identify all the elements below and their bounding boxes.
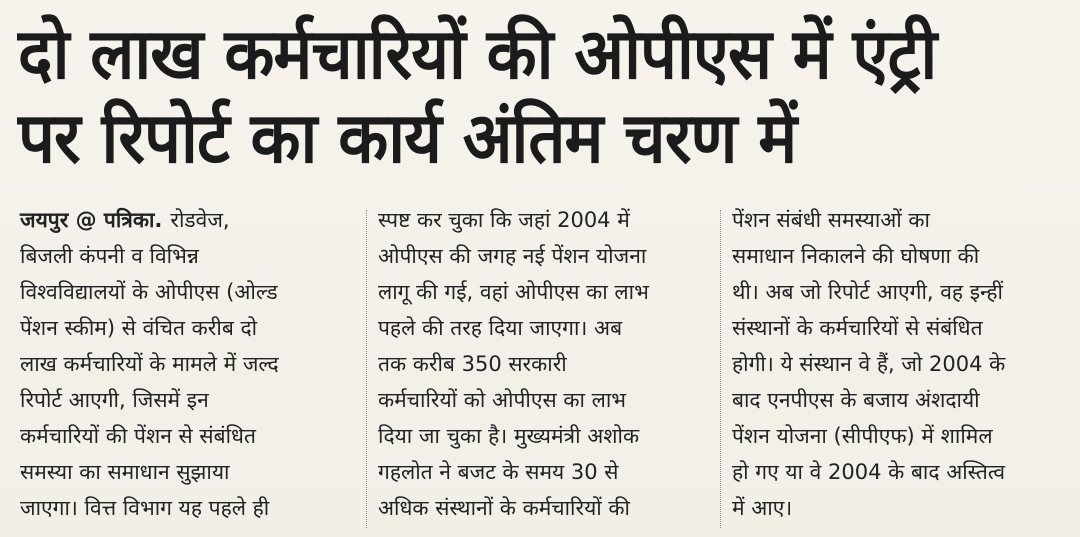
column-1-line-4: पेंशन स्कीम) से वंचित करीब दो bbox=[20, 316, 258, 340]
column-1-line-7: कर्मचारियों की पेंशन से संबंधित bbox=[20, 424, 256, 448]
column-3-line-6: बाद एनपीएस के बजाय अंशदायी bbox=[732, 388, 980, 412]
article-column-1 bbox=[20, 202, 350, 526]
headline bbox=[18, 12, 1068, 180]
column-2-line-1: स्पष्ट कर चुका कि जहां 2004 में bbox=[378, 208, 630, 232]
column-1-line-6: रिपोर्ट आएगी, जिसमें इन bbox=[20, 388, 209, 412]
column-1-line-1-text: रोडवेज, bbox=[170, 208, 230, 232]
article-body bbox=[20, 202, 1065, 532]
column-2-line-2: ओपीएस की जगह नई पेंशन योजना bbox=[378, 244, 647, 268]
article-column-2 bbox=[378, 202, 708, 526]
column-1-line-1 bbox=[20, 202, 350, 238]
column-2-line-8: गहलोत ने बजट के समय 30 से bbox=[378, 460, 619, 484]
column-1-line-8: समस्या का समाधान सुझाया bbox=[20, 460, 230, 484]
column-1-line-5: लाख कर्मचारियों के मामले में जल्द bbox=[20, 352, 279, 376]
dateline: जयपुर @ पत्रिका. bbox=[20, 208, 163, 232]
column-1-line-2: बिजली कंपनी व विभिन्न bbox=[20, 244, 199, 268]
column-2-line-3: लागू की गई, वहां ओपीएस का लाभ bbox=[378, 280, 649, 304]
column-1-line-3: विश्वविद्यालयों के ओपीएस (ओल्ड bbox=[20, 280, 278, 304]
column-3-line-3: थी। अब जो रिपोर्ट आएगी, वह इन्हीं bbox=[732, 280, 1003, 304]
column-2-line-4: पहले की तरह दिया जाएगा। अब bbox=[378, 316, 623, 340]
column-1-line-9: जाएगा। वित्त विभाग यह पहले ही bbox=[20, 496, 270, 520]
article-column-3 bbox=[732, 202, 1062, 526]
headline-line-2: पर रिपोर्ट का कार्य अंतिम चरण में bbox=[18, 97, 797, 179]
column-3-line-9: में आए। bbox=[732, 496, 793, 520]
column-divider-2 bbox=[720, 210, 721, 528]
column-2-line-9: अधिक संस्थानों के कर्मचारियों की bbox=[378, 496, 630, 520]
column-2-line-7: दिया जा चुका है। मुख्यमंत्री अशोक bbox=[378, 424, 640, 448]
column-divider-1 bbox=[366, 210, 367, 528]
headline-line-1: दो लाख कर्मचारियों की ओपीएस में एंट्री bbox=[18, 13, 937, 95]
column-2-line-6: कर्मचारियों को ओपीएस का लाभ bbox=[378, 388, 627, 412]
column-3-line-5: होगी। ये संस्थान वे हैं, जो 2004 के bbox=[732, 352, 1006, 376]
column-3-line-1: पेंशन संबंधी समस्याओं का bbox=[732, 208, 931, 232]
column-3-line-2: समाधान निकालने की घोषणा की bbox=[732, 244, 980, 268]
column-3-line-8: हो गए या वे 2004 के बाद अस्तित्व bbox=[732, 460, 1006, 484]
column-3-line-4: संस्थानों के कर्मचारियों से संबंधित bbox=[732, 316, 983, 340]
column-2-line-5: तक करीब 350 सरकारी bbox=[378, 352, 567, 376]
column-3-line-7: पेंशन योजना (सीपीएफ) में शामिल bbox=[732, 424, 993, 448]
